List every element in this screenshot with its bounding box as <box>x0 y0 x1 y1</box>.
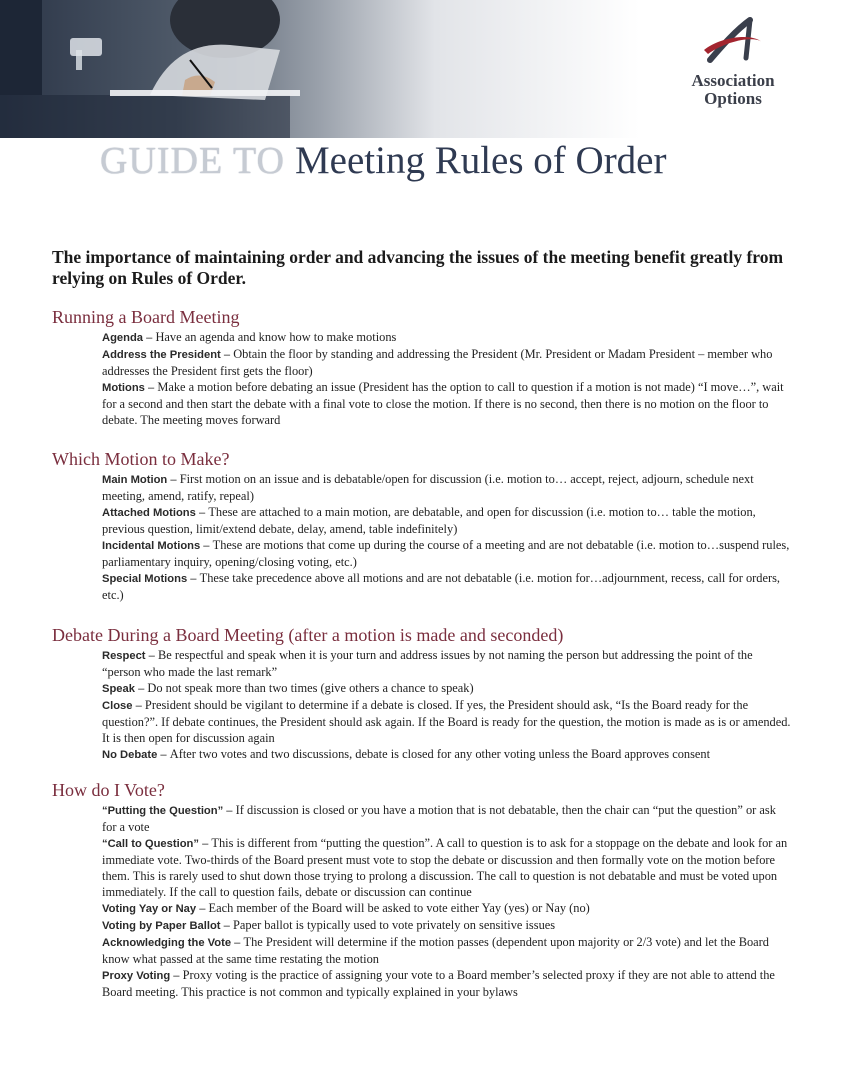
item-dash: – <box>170 970 183 982</box>
item-description: Make a motion before debating an issue (President has the option to call to question if a motion is not made) “I move…”, wait for a second and then start the debate with a final vote to close the motion. If there is no second, then there is no motion on the floor to debate. The meeting moves forward <box>102 380 784 427</box>
section-debate <box>52 625 792 763</box>
list-item <box>102 697 792 746</box>
section-heading: Which Motion to Make? <box>52 449 230 469</box>
item-description: The President will determine if the motion passes (dependent upon majority or 2/3 vote) and let the Board know what passed at the same time restating the motion <box>102 935 769 966</box>
item-description: These are attached to a main motion, are debatable, and open for discussion (i.e. motion to… table the motion, previous question, limit/extend debate, delay, amend, table indefinitely) <box>102 505 756 536</box>
item-description: President should be vigilant to determine if a debate is closed. If yes, the President should ask, “Is the Board ready for the question?”. If debate continues, the President should ask again. If the Board is ready for the question, the motion is made as is or amended. It is then open for discussion again <box>102 698 791 745</box>
item-dash: – <box>195 507 209 519</box>
list-item <box>102 900 792 917</box>
list-item <box>102 346 792 379</box>
list-item <box>102 934 792 967</box>
section-heading: How do I Vote? <box>52 780 165 800</box>
item-description: Paper ballot is typically used to vote privately on sensitive issues <box>232 918 556 932</box>
item-term: “Call to Question” <box>102 838 199 850</box>
page-title <box>100 138 666 190</box>
item-description: Each member of the Board will be asked to vote either Yay (yes) or Nay (no) <box>208 901 590 915</box>
section-running-board-meeting <box>52 307 792 428</box>
item-dash: – <box>200 540 213 552</box>
logo-a-swoosh-icon <box>698 16 768 70</box>
title-prefix: GUIDE TO <box>100 140 285 182</box>
item-description: First motion on an issue and is debatable/open for discussion (i.e. motion to… accept, reject, adjourn, schedule next meeting, amend, ratify, repeal) <box>102 472 754 503</box>
list-item <box>102 647 792 680</box>
item-term: Agenda <box>102 332 144 344</box>
section-item-list <box>102 802 792 1000</box>
item-dash: – <box>198 838 212 850</box>
item-term: Motions <box>102 382 145 394</box>
item-term: Proxy Voting <box>102 970 171 982</box>
item-dash: – <box>220 349 234 361</box>
item-description: Proxy voting is the practice of assigning your vote to a Board member’s selected proxy if they are not able to attend the Board meeting. This practice is not common and typically explained in your bylaws <box>102 968 775 999</box>
list-item <box>102 570 792 603</box>
item-dash: – <box>143 332 156 344</box>
item-term: Respect <box>102 650 146 662</box>
item-dash: – <box>134 683 148 695</box>
item-dash: – <box>132 700 145 712</box>
item-description: Obtain the floor by standing and addressing the President (Mr. President or Madam President – member who addresses the President first gets the floor) <box>102 347 773 378</box>
item-dash: – <box>187 573 200 585</box>
list-item <box>102 967 792 1000</box>
item-term: Address the President <box>102 349 221 361</box>
item-dash: – <box>145 650 158 662</box>
list-item <box>102 917 792 934</box>
title-main: Meeting Rules of Order <box>294 139 667 182</box>
item-term: No Debate <box>102 749 158 761</box>
section-heading: Running a Board Meeting <box>52 307 240 327</box>
section-item-list <box>102 647 792 763</box>
item-dash: – <box>231 937 244 949</box>
list-item <box>102 537 792 570</box>
item-term: Voting Yay or Nay <box>102 903 197 915</box>
list-item <box>102 746 792 763</box>
item-description: After two votes and two discussions, debate is closed for any other voting unless the Board approves consent <box>169 747 711 761</box>
item-dash: – <box>220 920 233 932</box>
item-term: Close <box>102 700 133 712</box>
section-heading: Debate During a Board Meeting (after a motion is made and seconded) <box>52 625 564 645</box>
list-item <box>102 802 792 835</box>
list-item <box>102 329 792 346</box>
item-term: Special Motions <box>102 573 188 585</box>
item-description: Do not speak more than two times (give others a chance to speak) <box>147 681 474 695</box>
logo-text-line1: Association <box>691 71 775 90</box>
item-term: “Putting the Question” <box>102 805 224 817</box>
logo-text-line2: Options <box>704 89 762 108</box>
section-how-to-vote <box>52 780 792 1000</box>
list-item <box>102 835 792 900</box>
association-options-logo <box>668 16 798 110</box>
item-dash: – <box>167 474 180 486</box>
item-description: Have an agenda and know how to make motions <box>155 330 397 344</box>
section-item-list <box>102 471 792 603</box>
item-description: This is different from “putting the question”. A call to question is to ask for a stoppage on the debate and look for an immediate vote. Two-thirds of the Board present must vote to stop the debate or discussion and then formally vote on the motion before them. This is rarely used to shut down those trying to prolong a discussion. The call to question is not debatable and must be voted upon immediately. If the call to question fails, debate or discussion can continue <box>102 836 788 899</box>
list-item <box>102 471 792 504</box>
item-description: If discussion is closed or you have a motion that is not debatable, then the chair can “put the question” or ask for a vote <box>102 803 776 834</box>
item-description: Be respectful and speak when it is your turn and address issues by not naming the person but addressing the point of the “person who made the last remark” <box>102 648 753 679</box>
section-item-list <box>102 329 792 428</box>
list-item <box>102 504 792 537</box>
item-term: Voting by Paper Ballot <box>102 920 221 932</box>
intro-paragraph: The importance of maintaining order and advancing the issues of the meeting benefit greatly from relying on Rules of Order. <box>52 247 784 288</box>
list-item <box>102 379 792 428</box>
item-term: Speak <box>102 683 135 695</box>
meeting-photo-image <box>0 0 640 138</box>
header-banner-photo <box>0 0 640 138</box>
list-item <box>102 680 792 697</box>
item-term: Main Motion <box>102 474 168 486</box>
item-description: These take precedence above all motions and are not debatable (i.e. motion for…adjournment, recess, call for orders, etc.) <box>102 571 781 602</box>
section-which-motion <box>52 449 792 603</box>
item-description: These are motions that come up during the course of a meeting and are not debatable (i.e. motion to…suspend rules, parliamentary inquiry, opening/closing voting, etc.) <box>102 538 790 569</box>
item-term: Incidental Motions <box>102 540 201 552</box>
item-term: Acknowledging the Vote <box>102 937 232 949</box>
item-dash: – <box>223 805 236 817</box>
item-dash: – <box>196 903 209 915</box>
item-dash: – <box>144 382 158 394</box>
item-term: Attached Motions <box>102 507 196 519</box>
item-dash: – <box>157 749 170 761</box>
